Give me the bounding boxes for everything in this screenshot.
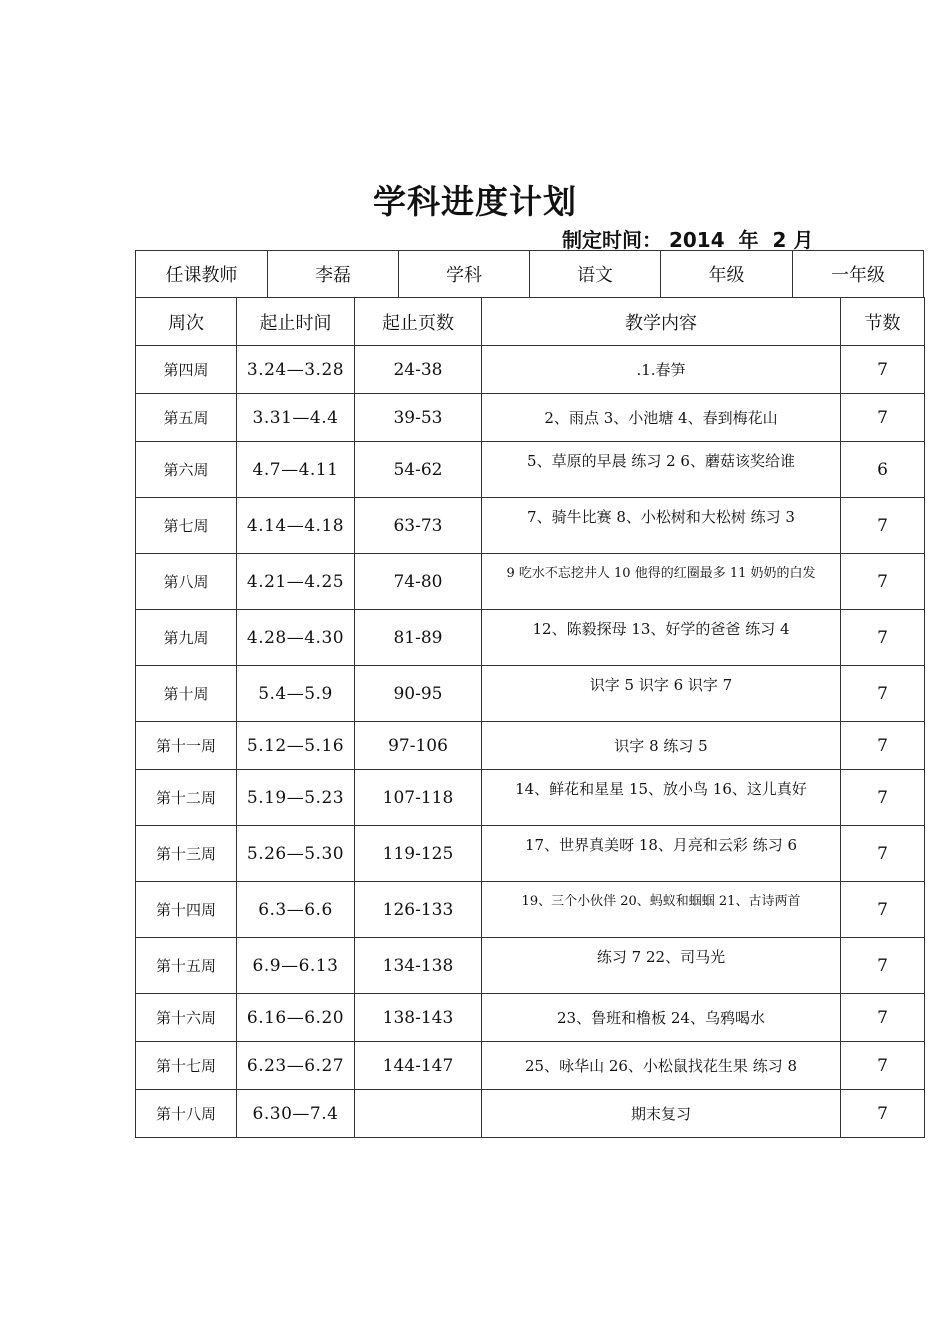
content-cell: 9 吃水不忘挖井人 10 他得的红圈最多 11 奶奶的白发 [482, 554, 841, 610]
table-row [136, 666, 925, 722]
week-cell: 第十二周 [136, 770, 237, 826]
header-content: 教学内容 [482, 298, 841, 346]
table-row [136, 882, 925, 938]
made-time: 制定时间： 2014 年 2 月 [562, 228, 814, 252]
week-cell: 第四周 [136, 346, 237, 394]
header-week: 周次 [136, 298, 237, 346]
dates-cell: 6.30—7.4 [237, 1090, 355, 1138]
schedule-table [135, 297, 925, 1138]
week-cell: 第十三周 [136, 826, 237, 882]
subject-label: 学科 [399, 251, 530, 298]
pages-cell: 126-133 [355, 882, 482, 938]
content-cell: 2、雨点 3、小池塘 4、春到梅花山 [482, 394, 841, 442]
lessons-cell: 7 [841, 1042, 925, 1090]
lessons-cell: 7 [841, 610, 925, 666]
table-row [136, 610, 925, 666]
pages-cell [355, 1090, 482, 1138]
dates-cell: 5.4—5.9 [237, 666, 355, 722]
lessons-cell: 7 [841, 666, 925, 722]
content-cell: 5、草原的早晨 练习 2 6、蘑菇该奖给谁 [482, 442, 841, 498]
dates-cell: 6.23—6.27 [237, 1042, 355, 1090]
lessons-cell: 7 [841, 994, 925, 1042]
dates-cell: 3.24—3.28 [237, 346, 355, 394]
lessons-cell: 7 [841, 938, 925, 994]
teacher-label: 任课教师 [136, 251, 268, 298]
dates-cell: 4.21—4.25 [237, 554, 355, 610]
lessons-cell: 7 [841, 394, 925, 442]
dates-cell: 4.7—4.11 [237, 442, 355, 498]
table-row [136, 554, 925, 610]
week-cell: 第十七周 [136, 1042, 237, 1090]
week-cell: 第十四周 [136, 882, 237, 938]
info-row [136, 251, 924, 298]
content-cell: .1.春笋 [482, 346, 841, 394]
lessons-cell: 7 [841, 346, 925, 394]
header-pages: 起止页数 [355, 298, 482, 346]
subject-value: 语文 [530, 251, 661, 298]
pages-cell: 90-95 [355, 666, 482, 722]
content-cell: 12、陈毅探母 13、好学的爸爸 练习 4 [482, 610, 841, 666]
dates-cell: 5.19—5.23 [237, 770, 355, 826]
content-cell: 期末复习 [482, 1090, 841, 1138]
pages-cell: 97-106 [355, 722, 482, 770]
content-cell: 14、鲜花和星星 15、放小鸟 16、这儿真好 [482, 770, 841, 826]
pages-cell: 107-118 [355, 770, 482, 826]
page-title: 学科进度计划 [373, 182, 577, 221]
dates-cell: 6.3—6.6 [237, 882, 355, 938]
grade-value: 一年级 [793, 251, 924, 298]
info-table [135, 250, 924, 298]
week-cell: 第十六周 [136, 994, 237, 1042]
week-cell: 第十一周 [136, 722, 237, 770]
week-cell: 第九周 [136, 610, 237, 666]
table-row [136, 770, 925, 826]
dates-cell: 5.26—5.30 [237, 826, 355, 882]
content-cell: 23、鲁班和橹板 24、乌鸦喝水 [482, 994, 841, 1042]
table-row [136, 346, 925, 394]
content-cell: 25、咏华山 26、小松鼠找花生果 练习 8 [482, 1042, 841, 1090]
table-row [136, 394, 925, 442]
dates-cell: 5.12—5.16 [237, 722, 355, 770]
table-row [136, 442, 925, 498]
table-row [136, 498, 925, 554]
grade-label: 年级 [661, 251, 793, 298]
content-cell: 练习 7 22、司马光 [482, 938, 841, 994]
week-cell: 第六周 [136, 442, 237, 498]
table-row [136, 722, 925, 770]
week-cell: 第七周 [136, 498, 237, 554]
lessons-cell: 7 [841, 826, 925, 882]
week-cell: 第五周 [136, 394, 237, 442]
dates-cell: 4.14—4.18 [237, 498, 355, 554]
teacher-value: 李磊 [268, 251, 399, 298]
week-cell: 第十五周 [136, 938, 237, 994]
lessons-cell: 7 [841, 554, 925, 610]
content-cell: 19、三个小伙伴 20、蚂蚁和蝈蝈 21、古诗两首 [482, 882, 841, 938]
pages-cell: 63-73 [355, 498, 482, 554]
table-row [136, 1042, 925, 1090]
lessons-cell: 7 [841, 1090, 925, 1138]
lessons-cell: 7 [841, 882, 925, 938]
pages-cell: 144-147 [355, 1042, 482, 1090]
table-row [136, 1090, 925, 1138]
pages-cell: 74-80 [355, 554, 482, 610]
week-cell: 第十周 [136, 666, 237, 722]
pages-cell: 39-53 [355, 394, 482, 442]
dates-cell: 3.31—4.4 [237, 394, 355, 442]
pages-cell: 24-38 [355, 346, 482, 394]
dates-cell: 4.28—4.30 [237, 610, 355, 666]
content-cell: 17、世界真美呀 18、月亮和云彩 练习 6 [482, 826, 841, 882]
content-cell: 识字 8 练习 5 [482, 722, 841, 770]
dates-cell: 6.16—6.20 [237, 994, 355, 1042]
pages-cell: 54-62 [355, 442, 482, 498]
lessons-cell: 6 [841, 442, 925, 498]
table-header-row [136, 298, 925, 346]
table-row [136, 994, 925, 1042]
content-cell: 7、骑牛比赛 8、小松树和大松树 练习 3 [482, 498, 841, 554]
table-row [136, 826, 925, 882]
pages-cell: 134-138 [355, 938, 482, 994]
content-cell: 识字 5 识字 6 识字 7 [482, 666, 841, 722]
pages-cell: 119-125 [355, 826, 482, 882]
lessons-cell: 7 [841, 722, 925, 770]
lessons-cell: 7 [841, 498, 925, 554]
lessons-cell: 7 [841, 770, 925, 826]
header-dates: 起止时间 [237, 298, 355, 346]
dates-cell: 6.9—6.13 [237, 938, 355, 994]
pages-cell: 81-89 [355, 610, 482, 666]
table-row [136, 938, 925, 994]
header-lessons: 节数 [841, 298, 925, 346]
week-cell: 第十八周 [136, 1090, 237, 1138]
week-cell: 第八周 [136, 554, 237, 610]
pages-cell: 138-143 [355, 994, 482, 1042]
